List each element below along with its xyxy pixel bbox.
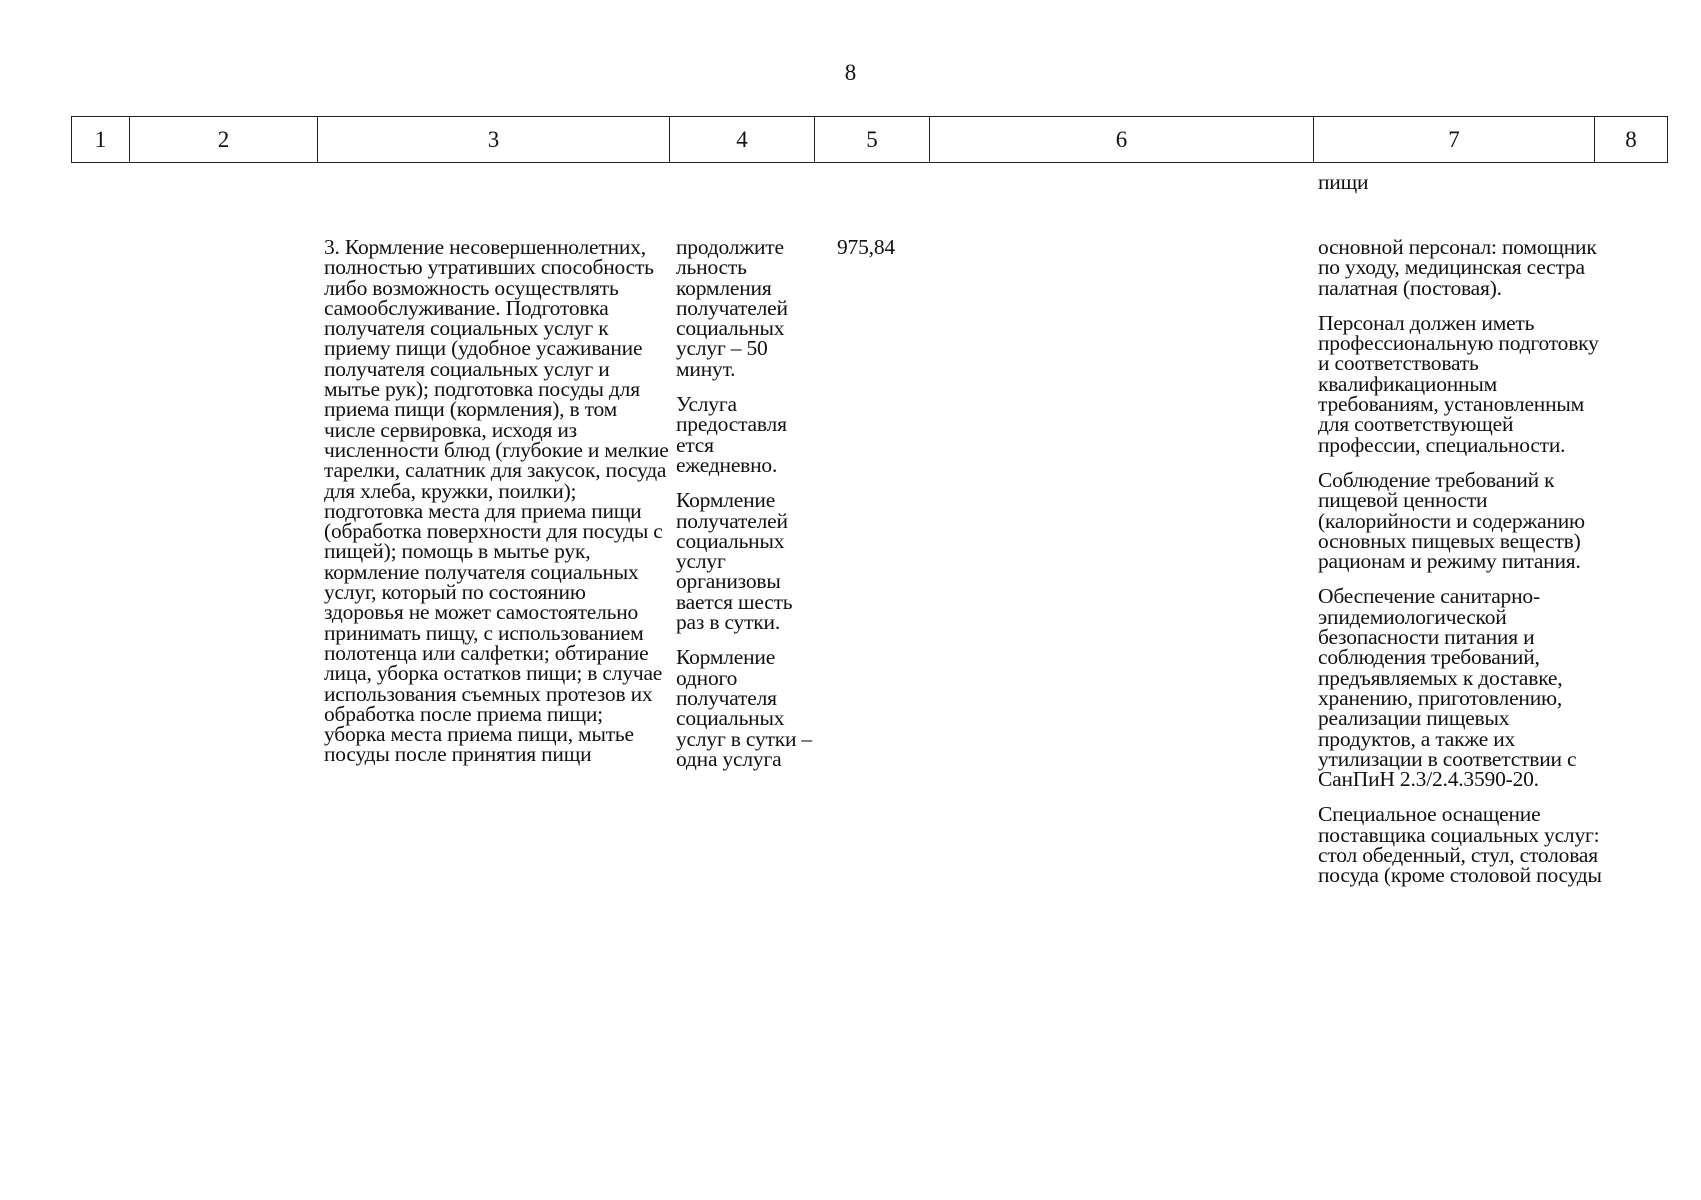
column-header-6: 6 <box>930 117 1314 163</box>
service-description-text: 3. Кормление несовершеннолетних, полностью утративших способность либо возможность осуществлять самообслуживание. Подготовка получателя социальных услуг к приему пищи (удобное усаживание получателя социальных услуг и мытье рук); подготовка посуды для приема пищи (кормления), в том числе сервировка, исходя из численности блюд (глубокие и мелкие тарелки, салатник для закусок, посуда для хлеба, кружки, поилки); подготовка места для приема пищи (обработка поверхности для посуды с пищей); помощь в мытье рук, кормление получателя социальных услуг, который по состоянию здоровья не может самостоятельно принимать пищу, с использованием полотенца или салфетки; обтирание лица, уборка остатков пищи; в случае использования съемных протезов их обработка после приема пищи; уборка места приема пищи, мытье посуды после принятия пищи <box>324 235 669 767</box>
column-header-8: 8 <box>1595 117 1668 163</box>
service-volume-paragraph: Услуга предоставля ется ежедневно. <box>676 392 787 477</box>
service-volume-paragraph: Кормление одного получателя социальных услуг в сутки – одна услуга <box>676 645 812 771</box>
service-description <box>324 237 669 765</box>
service-price: 975,84 <box>837 235 895 259</box>
service-volume-paragraph: Кормление получателей социальных услуг организовы вается шесть раз в сутки. <box>676 488 793 635</box>
column-header-5: 5 <box>815 117 930 163</box>
quality-requirement-paragraph: Персонал должен иметь профессиональную подготовку и соответствовать квалификационным требованиям, установленным для соответствующей профессии, специальности. <box>1318 310 1599 457</box>
quality-requirement-paragraph: основной персонал: помощник по уходу, медицинская сестра палатная (постовая). <box>1318 235 1597 300</box>
carryover-text-col7: пищи <box>1318 170 1369 194</box>
column-header-7: 7 <box>1314 117 1595 163</box>
column-header-1: 1 <box>72 117 130 163</box>
page-number: 8 <box>844 60 857 85</box>
column-header-table <box>71 116 1668 163</box>
column-header-4: 4 <box>670 117 815 163</box>
quality-requirement-paragraph: Соблюдение требований к пищевой ценности (калорийности и содержанию основных пищевых веществ) рационам и режиму питания. <box>1318 467 1585 574</box>
service-volume-paragraph: продолжите льность кормления получателей социальных услуг – 50 минут. <box>676 235 788 381</box>
service-volume <box>676 237 816 769</box>
column-header-row <box>72 117 1668 163</box>
quality-requirement-paragraph: Специальное оснащение поставщика социальных услуг: стол обеденный, стул, столовая посуда (кроме столовой посуды <box>1318 802 1602 888</box>
quality-requirement-paragraph: Обеспечение санитарно-эпидемиологической безопасности питания и соблюдения требований, предъявляемых к доставке, хранению, приготовлению, реализации пищевых продуктов, а также их утилизации в соответствии с СанПиН 2.3/2.4.3590-20. <box>1318 584 1577 792</box>
column-header-3: 3 <box>318 117 670 163</box>
column-header-2: 2 <box>130 117 318 163</box>
service-quality-requirements <box>1318 237 1606 886</box>
